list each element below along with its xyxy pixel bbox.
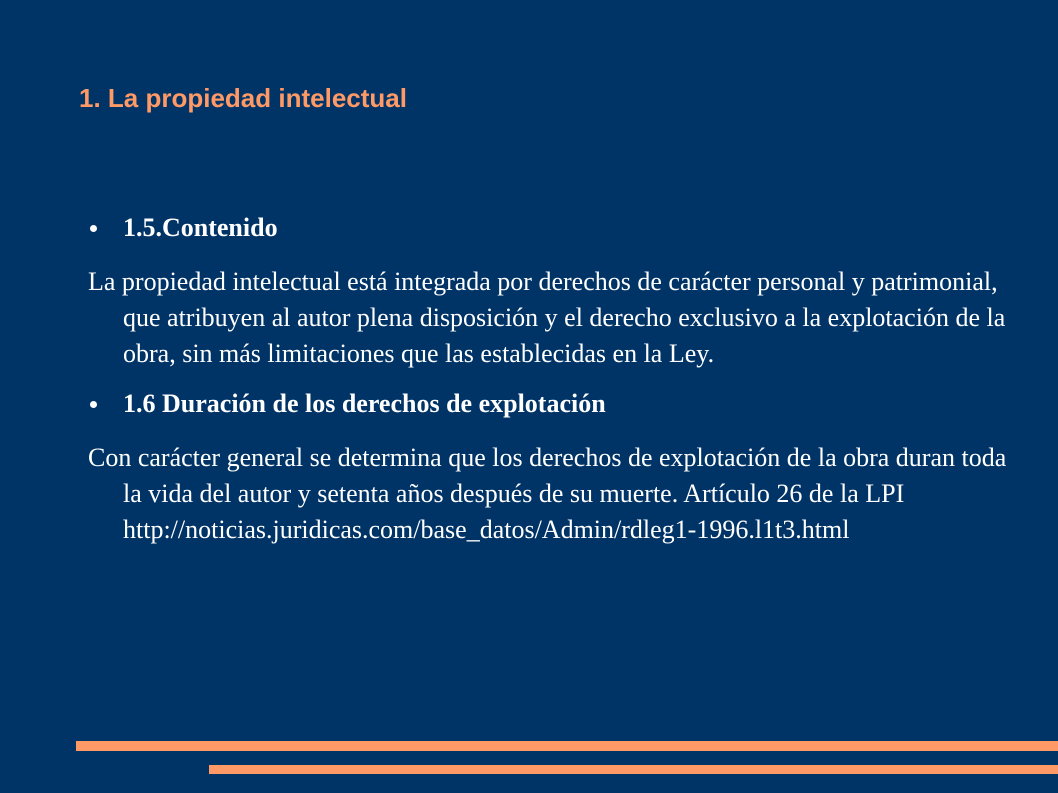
section-heading-text: 1.5.Contenido <box>123 213 278 242</box>
bullet-dot-icon <box>90 401 97 408</box>
section-body-duracion <box>88 440 1008 548</box>
slide-content <box>88 210 1008 548</box>
section-body-text: Con carácter general se determina que los derechos de explotación de la obra duran toda la vida del autor y setenta años después de su muerte. Artículo 26 de la LPI <box>88 443 1007 508</box>
decorative-bar-top <box>76 741 1058 751</box>
slide-title: 1. La propiedad intelectual <box>79 83 407 113</box>
section-heading-contenido <box>88 210 1008 246</box>
section-heading-text: 1.6 Duración de los derechos de explotación <box>123 389 606 418</box>
legislation-link[interactable]: http://noticias.juridicas.com/base_datos/Admin/rdleg1-1996.l1t3.html <box>123 515 850 544</box>
section-heading-duracion <box>88 386 1008 422</box>
decorative-bar-bottom <box>209 765 1058 774</box>
section-body-contenido: La propiedad intelectual está integrada por derechos de carácter personal y patrimonial, que atribuyen al autor plena disposición y el derecho exclusivo a la explotación de la obra, sin más limitaciones que las establecidas en la Ley. <box>88 267 1006 368</box>
bullet-dot-icon <box>90 225 97 232</box>
